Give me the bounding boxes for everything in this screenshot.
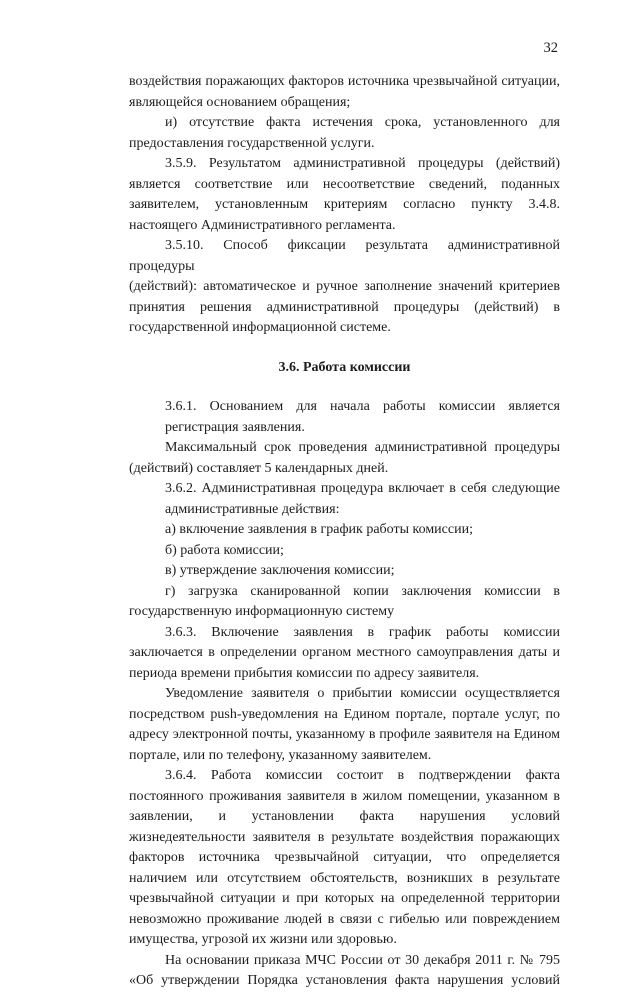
- text-line: регистрация заявления.: [165, 419, 305, 435]
- text-line: являющейся основанием обращения;: [129, 94, 351, 110]
- text-line: государственную информационную систему: [129, 604, 395, 619]
- text-line: посредством push-уведомления на Едином портале, портале услуг, по: [129, 706, 560, 722]
- text-line: заявлении, и установлении факта нарушения условий: [129, 809, 560, 824]
- text-line: (действий): автоматическое и ручное заполнение значений критериев: [129, 279, 560, 294]
- text-line: периода времени прибытия комиссии по адресу заявителя.: [129, 665, 480, 681]
- text-line: невозможно проживание людей в связи с гибелью или повреждением: [129, 911, 560, 927]
- text-line: 3.6.2. Административная процедура включает в себя следующие: [165, 481, 560, 496]
- text-line: 3.5.9. Результатом административной процедуры (действий): [165, 156, 560, 171]
- text-line: настоящего Административного регламента.: [129, 217, 396, 233]
- text-line: 3.6.1. Основанием для начала работы комиссии является: [165, 399, 560, 414]
- list-item: а) включение заявления в график работы комиссии;: [165, 522, 473, 537]
- text-line: 3.5.10. Способ фиксации результата административной процедуры: [129, 238, 560, 274]
- text-line: административные действия:: [165, 501, 340, 517]
- list-item: г) загрузка сканированной копии заключения комиссии в: [165, 583, 560, 599]
- text-line: На основании приказа МЧС России от 30 декабря 2011 г. № 795: [165, 952, 560, 968]
- text-line: наличием или отсутствием обстоятельств, возникших в результате: [129, 870, 560, 886]
- text-line: государственной информационной системе.: [129, 320, 391, 335]
- text-line: Уведомление заявителя о прибытии комиссии осуществляется: [165, 686, 560, 701]
- section-heading: 3.6. Работа комиссии: [278, 359, 411, 375]
- text-line: заключается в определении органом местного самоуправления даты и: [129, 645, 560, 660]
- text-line: имущества, угрозой их жизни или здоровью.: [129, 932, 397, 947]
- page-number: 32: [543, 40, 558, 56]
- text-line: постоянного проживания заявителя в жилом помещении, указанном в: [129, 788, 560, 804]
- list-item: в) утверждение заключения комиссии;: [165, 563, 395, 578]
- text-line: портале, или по телефону, указанному заявителем.: [129, 747, 432, 763]
- text-line: 3.6.4. Работа комиссии состоит в подтверждении факта: [165, 768, 560, 783]
- text-line: предоставления государственной услуги.: [129, 135, 375, 151]
- text-line: адресу электронной почты, указанному в профиле заявителя на Едином: [129, 727, 560, 742]
- text-line: заявителем, установленным критериям согласно пункту 3.4.8.: [129, 197, 560, 212]
- text-line: принятия решения административной процедуры (действий) в: [129, 299, 560, 315]
- text-line: воздействия поражающих факторов источника чрезвычайной ситуации,: [129, 74, 560, 89]
- list-item: б) работа комиссии;: [165, 542, 284, 558]
- text-line: 3.6.3. Включение заявления в график работы комиссии: [165, 624, 560, 640]
- text-line: и) отсутствие факта истечения срока, установленного для: [165, 115, 560, 130]
- text-line: Максимальный срок проведения административной процедуры: [165, 440, 560, 455]
- text-line: жизнедеятельности заявителя в результате воздействия поражающих: [129, 829, 560, 845]
- text-line: «Об утверждении Порядка установления факта нарушения условий: [129, 973, 560, 988]
- document-body: [129, 72, 560, 992]
- text-line: факторов источника чрезвычайной ситуации, что определяется: [129, 850, 560, 865]
- text-line: является соответствие или несоответствие сведений, поданных: [129, 176, 560, 192]
- text-line: (действий) составляет 5 календарных дней.: [129, 460, 389, 476]
- text-line: чрезвычайной ситуации и при которых на определенной территории: [129, 891, 560, 906]
